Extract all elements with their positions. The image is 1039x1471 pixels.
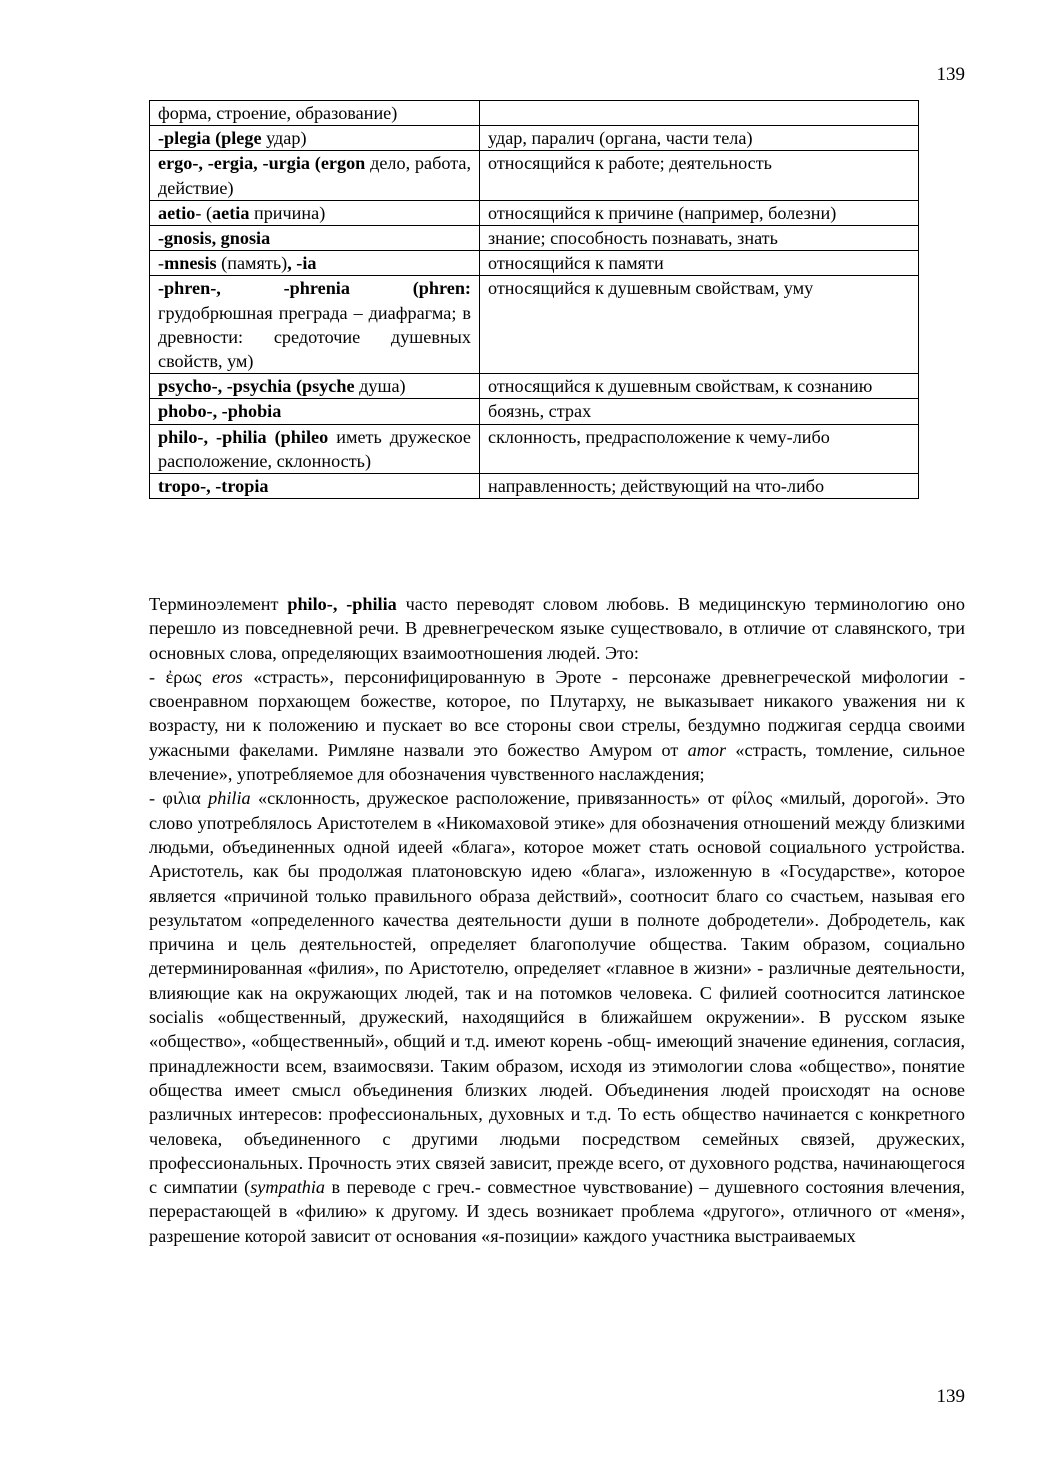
text-run: часто переводят словом любовь. В медицинскую терминологию оно перешло из повседневной речи. В древнегреческом языке существовало, в отличие от славянского, три основных слова, определяющих взаимоотношения людей. Это: <box>149 594 965 663</box>
italic-term: amor <box>687 739 727 760</box>
page-number-top: 139 <box>936 64 965 85</box>
body-text <box>149 592 965 1248</box>
text-run: Терминоэлемент <box>149 594 288 614</box>
meaning-cell: относящийся к душевным свойствам, уму <box>480 276 919 374</box>
meaning-cell: направленность; действующий на что-либо <box>480 474 919 499</box>
term-text: удар) <box>261 128 307 149</box>
terms-table-body <box>150 101 919 499</box>
text-run: - ἐρως <box>149 666 213 687</box>
table-row <box>150 200 919 225</box>
term-bold: -gnosis, gnosia <box>158 228 271 249</box>
term-cell <box>150 200 480 225</box>
table-row <box>150 424 919 473</box>
term-cell <box>150 101 480 126</box>
table-row <box>150 151 919 200</box>
meaning-cell: удар, паралич (органа, части тела) <box>480 126 919 151</box>
meaning-cell: боязнь, страх <box>480 399 919 424</box>
text-run: «склонность, дружеское расположение, привязанность» от φίλος «милый, дорогой». Это слово употреблялось Аристотелем в «Никомаховой этике» для обозначения отношений между близкими людьми, объединенных одной идеей «блага», которое может стать основой социального устройства. Аристотель, как бы продолжая платоновскую идею «блага», изложенную в «Государстве», которое является «причиной только правильного образа действий», соотносит благо со счастьем, называя его результатом «определенного качества деятельности души в полноте добродетели». Добродетель, как причина и цель деятельностей, определяет благополучие общества. Таким образом, социально детерминированная «филия», по Аристотелю, определяет «главное в жизни» - различные деятельности, влияющие как на окружающих людей, так и на потомков человека. С филией соотносится латинское socialis «общественный, дружеский, находящийся в ближайшем окружении». В русском языке «общество», «общественный», общий и т.д. имеют корень -общ- имеющий значение единения, согласия, принадлежности всем, взаимосвязи. Таким образом, исходя из этимологии слова «общество», понятие общества имеет смысл объединения близких людей. Объединения людей происходят на основе различных интересов: профессиональных, духовных и т.д. То есть общество начинается с конкретного человека, объединенного с другими людьми посредством семейных связей, дружеских, профессиональных. Прочность этих связей зависит, прежде всего, от духовного родства, начинающегося с симпатии ( <box>149 788 966 1198</box>
term-cell <box>150 126 480 151</box>
table-row <box>150 251 919 276</box>
term-text: грудобрюшная преграда – диафрагма; в древности: средоточие душевных свойств, ум) <box>158 302 471 372</box>
meaning-cell: относящийся к работе; деятельность <box>480 151 919 200</box>
term-bold: -phren-, -phrenia (phren: <box>158 278 471 299</box>
paragraph-philo <box>149 592 965 665</box>
meaning-cell: относящийся к причине (например, болезни) <box>480 200 919 225</box>
term-cell <box>150 474 480 499</box>
term-bold: aetio <box>158 202 196 223</box>
meaning-cell: относящийся к памяти <box>480 251 919 276</box>
term-cell <box>150 424 480 473</box>
term-bold: ergo-, -ergia, -urgia (ergon <box>158 153 366 174</box>
term-bold: mnesis <box>164 253 217 274</box>
text-run: «страсть, томление, сильное влечение», употребляемое для обозначения чувственного наслаждения; <box>149 739 965 785</box>
italic-term: sympathia <box>250 1177 325 1198</box>
table-row <box>150 374 919 399</box>
text-run: в переводе с греч.- совместное чувствование) – душевного состояния влечения, перерастающей в «филию» к другому. И здесь возникает проблема «другого», отличного от «меня», разрешение которой зависит от основания «я-позиции» каждого участника выстраиваемых <box>149 1177 965 1246</box>
term-cell <box>150 276 480 374</box>
paragraph-eros <box>149 665 965 786</box>
text-run: - φιλια <box>149 788 209 809</box>
term-bold: aetia <box>212 202 250 223</box>
meaning-cell: знание; способность познавать, знать <box>480 226 919 251</box>
term-text: (память) <box>216 253 288 274</box>
paragraph-philia <box>149 786 965 1248</box>
terms-table <box>149 100 919 499</box>
term-bold: -plegia (plege <box>158 128 262 149</box>
term-cell <box>150 374 480 399</box>
bold-term: philo-, -philia <box>287 594 397 614</box>
term-text: причина) <box>249 202 326 223</box>
meaning-cell: склонность, предрасположение к чему-либо <box>480 424 919 473</box>
text-run: «страсть», персонифицированную в Эроте - персонаже древнегреческой мифологии - своенравном порхающем божестве, которое, по Плутарху, не выказывает никакого уважения ни к возрасту, ни к положению и пускает во все стороны свои стрелы, бездумно поджигая сердца своими ужасными факелами. Римляне назвали это божество Амуром от <box>149 666 965 760</box>
page-number-bottom: 139 <box>936 1386 965 1407</box>
italic-term: philia <box>208 788 251 809</box>
term-bold: philo-, -philia (phileo <box>158 426 329 447</box>
table-row <box>150 126 919 151</box>
italic-term: eros <box>212 666 243 687</box>
term-cell <box>150 151 480 200</box>
term-bold: psycho-, -psychia (psyche <box>158 376 355 397</box>
term-cell <box>150 226 480 251</box>
term-cell <box>150 251 480 276</box>
term-bold: phobo-, -phobia <box>158 401 282 422</box>
table-row <box>150 226 919 251</box>
term-text: дело, работа, действие) <box>158 153 471 198</box>
term-text: форма, строение, образование) <box>158 103 398 123</box>
term-bold: , -ia <box>287 253 317 274</box>
term-cell <box>150 399 480 424</box>
term-text: душа) <box>354 376 406 397</box>
meaning-cell: относящийся к душевным свойствам, к сознанию <box>480 374 919 399</box>
table-row <box>150 276 919 374</box>
table-row <box>150 399 919 424</box>
term-bold: tropo-, -tropia <box>158 476 269 497</box>
term-text: - ( <box>195 202 213 223</box>
term-text: - <box>158 253 165 274</box>
meaning-cell <box>480 101 919 126</box>
table-row <box>150 101 919 126</box>
term-text: иметь дружеское расположение, склонность) <box>158 426 471 471</box>
table-row <box>150 474 919 499</box>
